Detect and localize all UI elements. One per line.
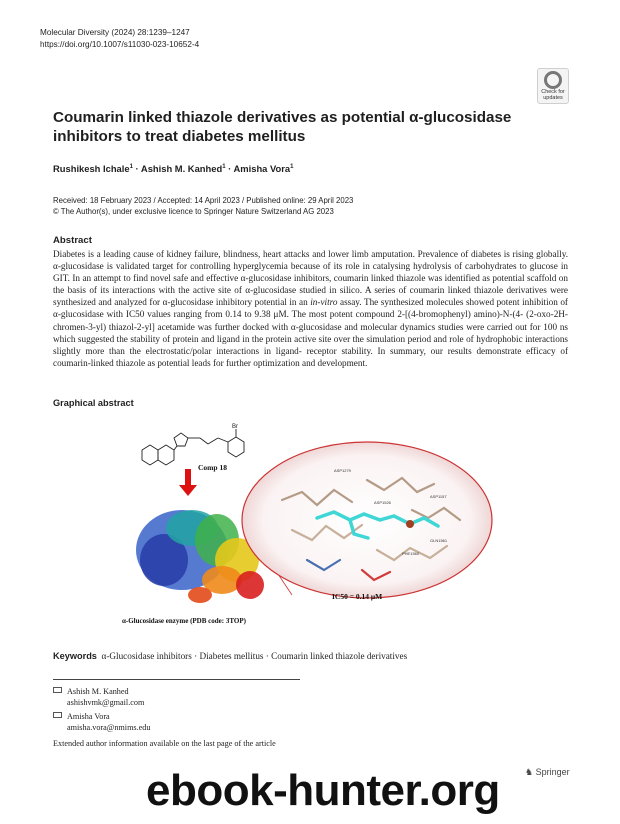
badge-line2: updates	[543, 95, 563, 101]
footnote-divider	[53, 679, 300, 680]
badge-line1: Check for	[541, 89, 565, 95]
keywords-label: Keywords	[53, 651, 97, 661]
check-for-updates-badge[interactable]	[537, 68, 569, 104]
compound-structure	[142, 429, 244, 465]
residue-label: ASP1526	[374, 500, 391, 505]
contact-entry	[53, 686, 144, 708]
graphical-abstract-figure	[112, 420, 512, 630]
journal-citation: Molecular Diversity (2024) 28:1239–1247	[40, 28, 190, 37]
author-name[interactable]: Ashish M. Kanhed	[140, 163, 223, 174]
residue-label: ASP1279	[334, 468, 351, 473]
graphical-abstract-heading: Graphical abstract	[53, 398, 134, 408]
copyright: © The Author(s), under exclusive licence to Springer Nature Switzerland AG 2023	[53, 207, 334, 216]
residue-label: PHE1560	[402, 551, 420, 556]
publisher-name: Springer	[535, 767, 570, 777]
residue-label: GLN1561	[430, 538, 448, 543]
history-dates: Received: 18 February 2023 / Accepted: 14 April 2023 / Published online: 29 April 2023	[53, 196, 354, 205]
author-list: Rushikesh Ichale$^1$ · Ashish M. Kanhed$^1$ · Amisha Vora$^1$	[53, 163, 294, 174]
publisher-logo	[525, 767, 570, 778]
down-arrow-icon	[179, 469, 197, 496]
keywords	[53, 651, 407, 661]
contact-email[interactable]: ashishvmk@gmail.com	[67, 698, 145, 707]
abstract-heading: Abstract	[53, 235, 92, 246]
extended-author-info: Extended author information available on the last page of the article	[53, 739, 276, 748]
contact-entry	[53, 711, 151, 733]
bromo-label: Br	[232, 424, 238, 430]
envelope-icon	[53, 687, 62, 693]
contact-name: Amisha Vora	[67, 712, 110, 721]
author-name[interactable]: Amisha Vora	[233, 163, 291, 174]
contact-email[interactable]: amisha.vora@nmims.edu	[67, 723, 151, 732]
keywords-text: α-Glucosidase inhibitors · Diabetes mellitus · Coumarin linked thiazole derivatives	[101, 651, 408, 661]
author-affil: 1	[222, 163, 226, 170]
publication-dates	[53, 195, 353, 217]
residue-label: ASP1157	[430, 494, 447, 499]
author-affil: 1	[290, 163, 294, 170]
contact-name: Ashish M. Kanhed	[67, 687, 129, 696]
springer-horse-icon: ♞	[525, 767, 534, 777]
article-title: Coumarin linked thiazole derivatives as potential α-glucosidase inhibitors to treat diabetes mellitus	[53, 109, 512, 145]
journal-header	[40, 27, 199, 51]
abstract-body: Diabetes is a leading cause of kidney failure, blindness, heart attacks and lower limb amputation. Prevalence of diabetes is rising globally. α-glucosidase is validated target for controlling hyperglycemia because of its role in catalysing hydrolysis of carbohydrates to glucose in GIT. In an attempt to find novel safe and effective α-glucosidase inhibitors, coumarin linked thiazole was identified as potential scaffold on the basis of its interactions with the active site of α-glucosidase studied in silico. A series of coumarin linked thiazole derivatives were synthesized and analyzed for α-glucosidase inhibitory potential in an in-vitro assay. The synthesized molecules showed potent inhibition of α-glucosidase with IC50 values ranging from 0.14 to 9.38 μM. The most potent compound 2-[(4-bromophenyl) amino)-N-(4- (2-oxo-2H-chromen-3-yl) thiazol-2-yl] acetamide was further docked with α-glucosidase and molecular dynamics studies were carried out for 100 ns which suggested the stability of protein and ligand in the protein active site over the simulation period and role of hydrophobic interactions slightly more than the electrostatic/polar interactions in ligand- receptor stability. In summary, our results demonstrate efficacy of coumarin-linked thiazole as potential leads for further optimization and development.	[53, 249, 568, 368]
author-affil: 1	[129, 163, 133, 170]
envelope-icon	[53, 712, 62, 718]
comp-label: Comp 18	[198, 463, 227, 472]
enzyme-caption: α-Glucosidase enzyme (PDB code: 3TOP)	[122, 617, 246, 625]
author-name[interactable]: Rushikesh Ichale	[53, 163, 130, 174]
check-for-updates-icon	[544, 71, 562, 89]
watermark: ebook-hunter.org	[146, 766, 500, 815]
journal-doi[interactable]: https://doi.org/10.1007/s11030-023-10652-4	[40, 40, 200, 49]
ic50-label: IC50 = 0.14 μM	[332, 592, 383, 601]
